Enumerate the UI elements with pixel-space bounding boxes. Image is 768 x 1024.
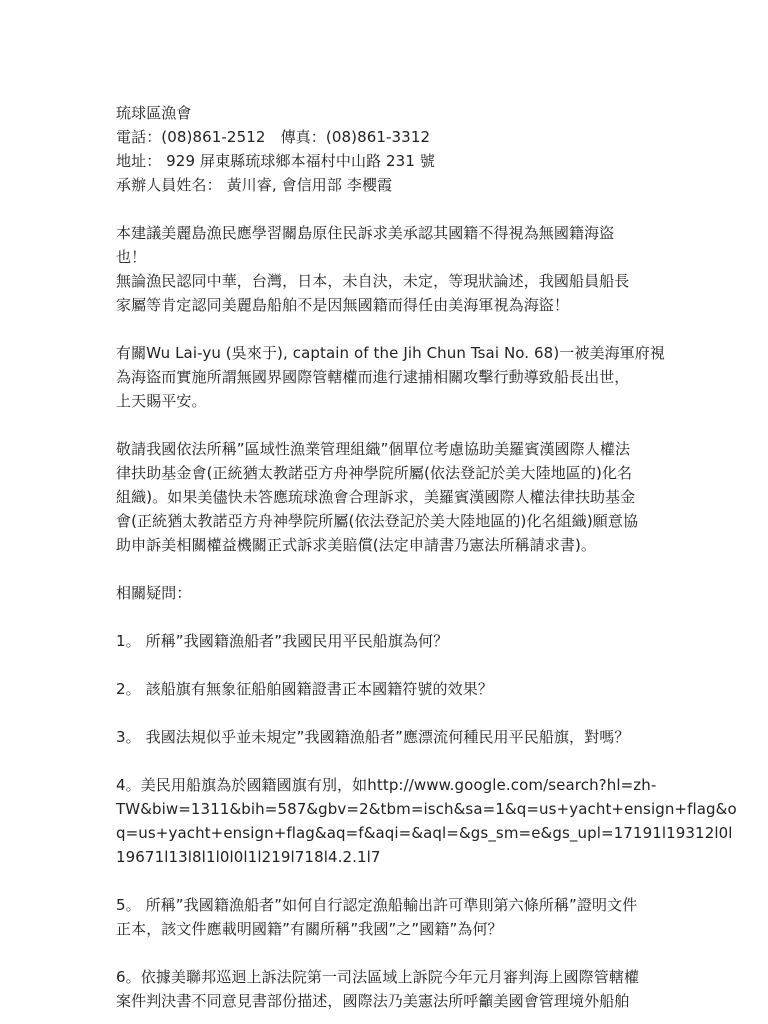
question-3: 3。 我國法規似乎並未規定”我國籍漁船者”應漂流何種民用平民船旗，對嗎？ [116,728,630,746]
text-line: 敬請我國依法所稱”區域性漁業管理組織”個單位考慮協助美羅賓漢國際人權法 [116,440,631,458]
question-6 [116,965,678,1013]
text-line: 為海盜而實施所謂無國界國際管轄權而進行逮捕相關攻擊行動導致船長出世， [116,368,630,386]
paragraph-request [116,437,678,557]
text-line: 會(正統猶太教諾亞方舟神學院所屬(依法登記於美大陸地區的)化名組織)願意協 [116,512,639,530]
paragraph-captain [116,341,678,413]
text-line: 本建議美麗島漁民應學習關島原住民訴求美承認其國籍不得視為無國籍海盜 [116,224,615,242]
text-line: 4。美民用船旗為於國籍國旗有別，如http://www.google.com/search?hl=zh- [116,776,657,794]
text-line: 無論漁民認同中華，台灣，日本，未自決，未定，等現狀論述，我國船員船長 [116,272,630,290]
text-line: 組織)。如果美儘快未答應琉球漁會合理訴求，美羅賓漢國際人權法律扶助基金 [116,488,636,506]
question-2: 2。 該船旗有無象征船舶國籍證書正本國籍符號的效果？ [116,680,493,698]
text-line: q=us+yacht+ensign+flag&aq=f&aqi=&aql=&gs_sm=e&gs_upl=17191l19312l0l [116,824,733,842]
text-line: 案件判決書不同意見書部份描述，國際法乃美憲法所呼籲美國會管理境外船舶 [116,992,630,1010]
questions-heading: 相關疑問： [116,584,192,602]
text-line: 正本，該文件應載明國籍”有關所稱”我國”之”國籍”為何？ [116,920,503,938]
text-line: 有關Wu Lai-yu (吳來于), captain of the Jih Chun Tsai No. 68)一被美海軍府視 [116,344,665,362]
question-1: 1。 所稱”我國籍漁船者”我國民用平民船旗為何？ [116,632,449,650]
text-line: 19671l13l8l1l0l0l1l219l718l4.2.1l7 [116,848,381,866]
text-line: 上天賜平安。 [116,392,207,410]
contact-person: 承辦人員姓名： 黃川睿, 會信用部 李櫻霞 [116,176,393,194]
text-line: 也！ [116,248,147,266]
address: 地址： 929 屏東縣琉球鄉本福村中山路 231 號 [116,152,435,170]
text-line: 律扶助基金會(正統猶太教諾亞方舟神學院所屬(依法登記於美大陸地區的)化名 [116,464,633,482]
question-4 [116,773,737,869]
text-line: TW&biw=1311&bih=587&gbv=2&tbm=isch&sa=1&q=us+yacht+ensign+flag&o [116,800,737,818]
text-line: 家屬等肯定認同美麗島船舶不是因無國籍而得任由美海軍視為海盜！ [116,296,570,314]
text-line: 5。 所稱”我國籍漁船者”如何自行認定漁船輸出許可準則第六條所稱”證明文件 [116,896,638,914]
paragraph-proposal [116,221,678,317]
text-line: 6。依據美聯邦巡迴上訴法院第一司法區域上訴院今年元月審判海上國際管轄權 [116,968,640,986]
org-name: 琉球區漁會 [116,104,192,122]
contact-header [116,101,678,197]
text-line: 助申訴美相關權益機關正式訴求美賠償(法定申請書乃憲法所稱請求書)。 [116,536,597,554]
phone-fax: 電話：(08)861-2512 傳真：(08)861-3312 [116,128,431,146]
question-5 [116,893,678,941]
